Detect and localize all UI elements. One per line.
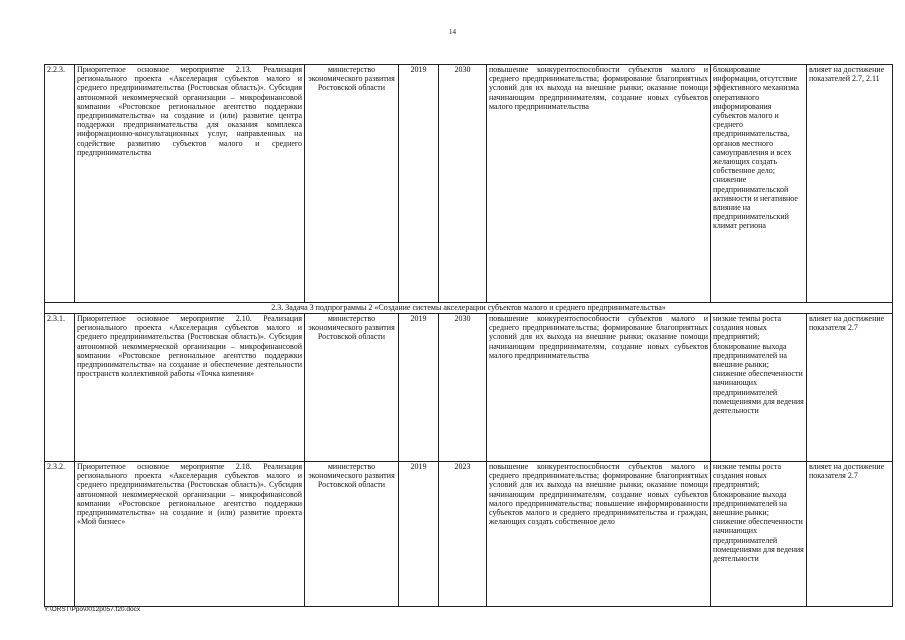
table-row: [45, 462, 893, 607]
executor: министерство экономического развития Ростовской области: [305, 314, 399, 462]
start-year: 2019: [399, 314, 439, 462]
measures-table: [44, 64, 893, 607]
row-number: 2.3.2.: [45, 462, 75, 607]
non-implementation-consequences: низкие темпы роста создания новых предприятий; блокирование выхода предпринимателей на внешние рынки; снижение обеспеченности начинающих предпринимателей помещениями для ведения деятельности: [711, 314, 807, 462]
section-heading: 2.3. Задача 3 подпрограммы 2 «Создание системы акселерации субъектов малого и среднего предпринимательства»: [45, 303, 893, 314]
table-row: [45, 314, 893, 462]
expected-result: повышение конкурентоспособности субъектов малого и среднего предпринимательства; формирование благоприятных условий для их выхода на внешние рынки; оказание помощи начинающим предпринимателям, создание новых субъектов малого предпринимательства; повышение информированности субъектов малого и среднего предпринимательства и граждан, желающих создать собственное дело: [487, 462, 711, 607]
page-number: 14: [449, 28, 456, 36]
non-implementation-consequences: низкие темпы роста создания новых предприятий; блокирование выхода предпринимателей на внешние рынки; снижение обеспеченности начинающих предпринимателей помещениями для ведения деятельности: [711, 462, 807, 607]
start-year: 2019: [399, 462, 439, 607]
start-year: 2019: [399, 65, 439, 303]
measure-name: Приоритетное основное мероприятие 2.10. Реализация регионального проекта «Акселерация субъектов малого и среднего предпринимательства (Ростовская область)». Субсидия автономной некоммерческой организации – микрофинансовой компании «Ростовское региональное агентство поддержки предпринимательства» на создание и обеспечение деятельности пространств коллективной работы «Точка кипения»: [75, 314, 305, 462]
non-implementation-consequences: блокирование информации, отсутствие эффективного механизма оперативного информирования субъектов малого и среднего предпринимательства, органов местного самоуправления и всех желающих создать собственное дело; снижение предпринимательской активности и негативное влияние на предпринимательский климат региона: [711, 65, 807, 303]
row-number: 2.2.3.: [45, 65, 75, 303]
executor: министерство экономического развития Ростовской области: [305, 65, 399, 303]
measure-name: Приоритетное основное мероприятие 2.18. Реализация регионального проекта «Акселерация субъектов малого и среднего предпринимательства (Ростовская область)». Субсидия автономной некоммерческой организации – микрофинансовой компании «Ростовское региональное агентство поддержки предпринимательства» на создание и (или) развитие проекта «Мой бизнес»: [75, 462, 305, 607]
expected-result: повышение конкурентоспособности субъектов малого и среднего предпринимательства; формирование благоприятных условий для их выхода на внешние рынки; оказание помощи начинающим предпринимателям, создание новых субъектов малого предпринимательства: [487, 314, 711, 462]
executor: министерство экономического развития Ростовской области: [305, 462, 399, 607]
row-number: 2.3.1.: [45, 314, 75, 462]
indicator-link: влияет на достижение показателя 2.7: [807, 462, 893, 607]
end-year: 2030: [439, 314, 487, 462]
end-year: 2023: [439, 462, 487, 607]
expected-result: повышение конкурентоспособности субъектов малого и среднего предпринимательства; формирование благоприятных условий для их выхода на внешние рынки; оказание помощи начинающим предпринимателям, создание новых субъектов малого предпринимательства: [487, 65, 711, 303]
indicator-link: влияет на достижение показателей 2.7, 2.11: [807, 65, 893, 303]
end-year: 2030: [439, 65, 487, 303]
section-heading-row: [45, 303, 893, 314]
file-path: Y:\ORST\Ppo\0012p057.f20.docx: [44, 606, 141, 613]
measure-name: Приоритетное основное мероприятие 2.13. Реализация регионального проекта «Акселерация субъектов малого и среднего предпринимательства (Ростовская область)». Субсидия автономной некоммерческой организации – микрофинансовой компании «Ростовское региональное агентство поддержки предпринимательства» на создание и (или) развитие центра поддержки предпринимательства для оказания комплекса информационно-консультационных услуг, направленных на содействие развитию субъектов малого и среднего предпринимательства: [75, 65, 305, 303]
table-row: [45, 65, 893, 303]
indicator-link: влияет на достижение показателя 2.7: [807, 314, 893, 462]
